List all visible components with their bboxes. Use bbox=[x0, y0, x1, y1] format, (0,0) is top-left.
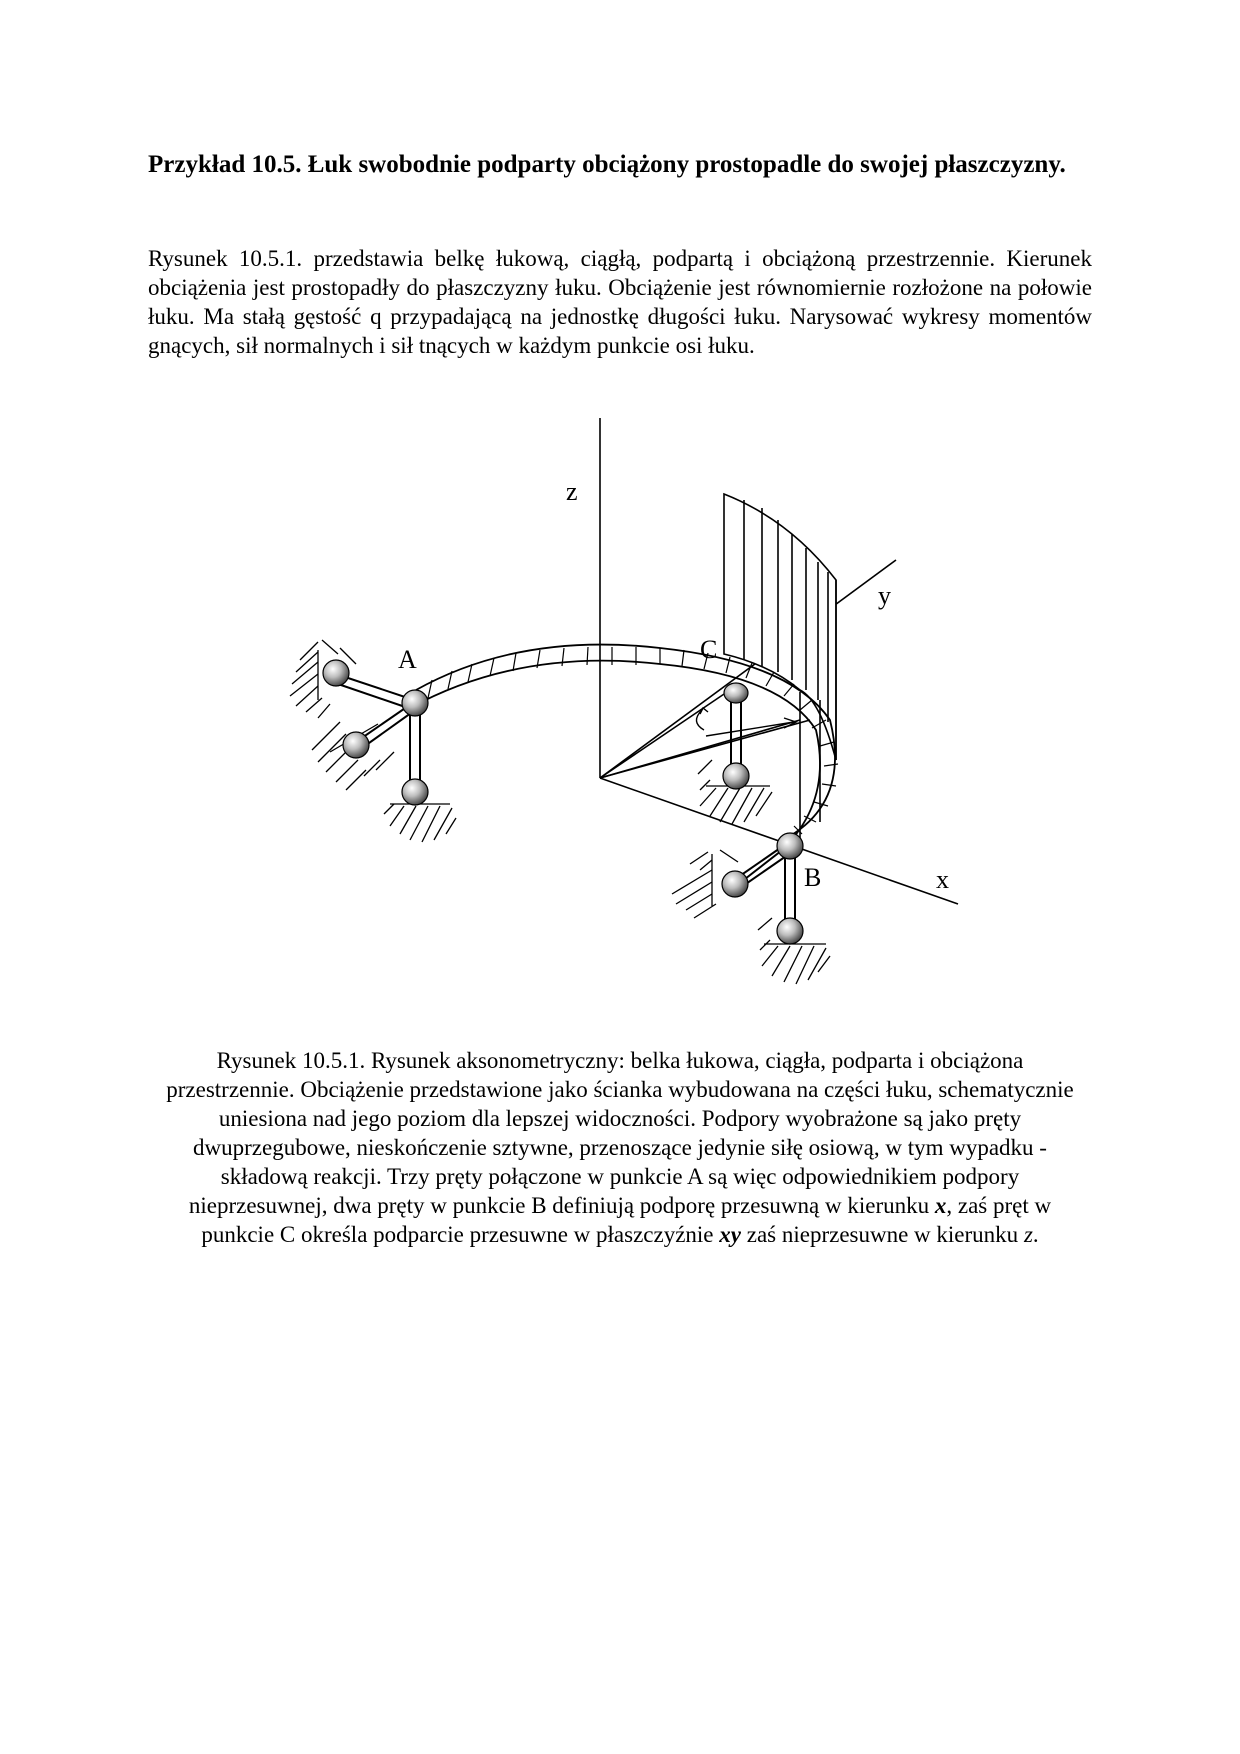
caption-axis-z: z bbox=[1023, 1222, 1033, 1247]
caption-text-end: . bbox=[1032, 1222, 1039, 1247]
label-x: x bbox=[936, 865, 949, 894]
label-a: A bbox=[398, 645, 417, 674]
example-heading: Przykład 10.5. Łuk swobodnie podparty obciążony prostopadle do swojej płaszczyzny. bbox=[148, 151, 1066, 178]
caption-text-mid: , zaś pręt w punkcie C określa podparcie przesuwne w płaszczyźnie bbox=[201, 1193, 1052, 1247]
arch-figure bbox=[0, 400, 1240, 1020]
caption-text-main: Rysunek 10.5.1. Rysunek aksonometryczny: belka łukowa, ciągła, podparta i obciążona przestrzennie. Obciążenie przedstawione jako ścianka wybudowana na części łuku, schematycznie uniesiona nad jego poziom dla lepszej widoczności. Podpory wyobrażone są jako pręty dwuprzegubowe, nieskończenie sztywne, przenoszące jedynie siłę osiową, w tym wypadku - składową reakcji. Trzy pręty połączone w punkcie A są więc odpowiednikiem podpory nieprzesuwnej, dwa pręty w punkcie B definiują podporę przesuwną w kierunku bbox=[166, 1048, 1074, 1218]
caption-axis-xy: xy bbox=[719, 1222, 741, 1247]
load-arrows bbox=[696, 708, 796, 736]
problem-paragraph: Rysunek 10.5.1. przedstawia belkę łukową, ciągłą, podpartą i obciążoną przestrzennie. Kierunek obciążenia jest prostopadły do płaszczyzny łuku. Obciążenie jest równomiernie rozłożone na połowie łuku. Ma stałą gęstość q przypadającą na jednostkę długości łuku. Narysować wykresy momentów gnących, sił normalnych i sił tnących w każdym punkcie osi łuku. bbox=[148, 246, 1092, 358]
joint-a-mid bbox=[343, 732, 369, 758]
joint-b-left bbox=[722, 871, 748, 897]
joint-a-left bbox=[323, 660, 349, 686]
label-c: C bbox=[700, 635, 718, 664]
arch-diagram bbox=[0, 400, 1240, 1020]
joint-c-top bbox=[724, 683, 748, 703]
support-b bbox=[672, 833, 830, 984]
joint-b-main bbox=[777, 833, 803, 859]
support-a bbox=[290, 640, 456, 842]
label-y: y bbox=[878, 581, 891, 610]
diagonal-line bbox=[600, 690, 730, 778]
arch-beam bbox=[410, 645, 838, 848]
caption-axis-x: x bbox=[934, 1193, 947, 1218]
joint-b-bottom bbox=[777, 918, 803, 944]
joint-c-bottom bbox=[723, 763, 749, 789]
figure-labels bbox=[398, 477, 949, 894]
label-b: B bbox=[804, 863, 822, 892]
label-z: z bbox=[566, 477, 578, 506]
caption-text-mid2: zaś nieprzesuwne w kierunku bbox=[741, 1222, 1024, 1247]
joint-a-main bbox=[402, 690, 428, 716]
hatch-a-bottom bbox=[384, 804, 456, 842]
joint-a-bottom bbox=[402, 779, 428, 805]
figure-caption bbox=[150, 1046, 1090, 1249]
